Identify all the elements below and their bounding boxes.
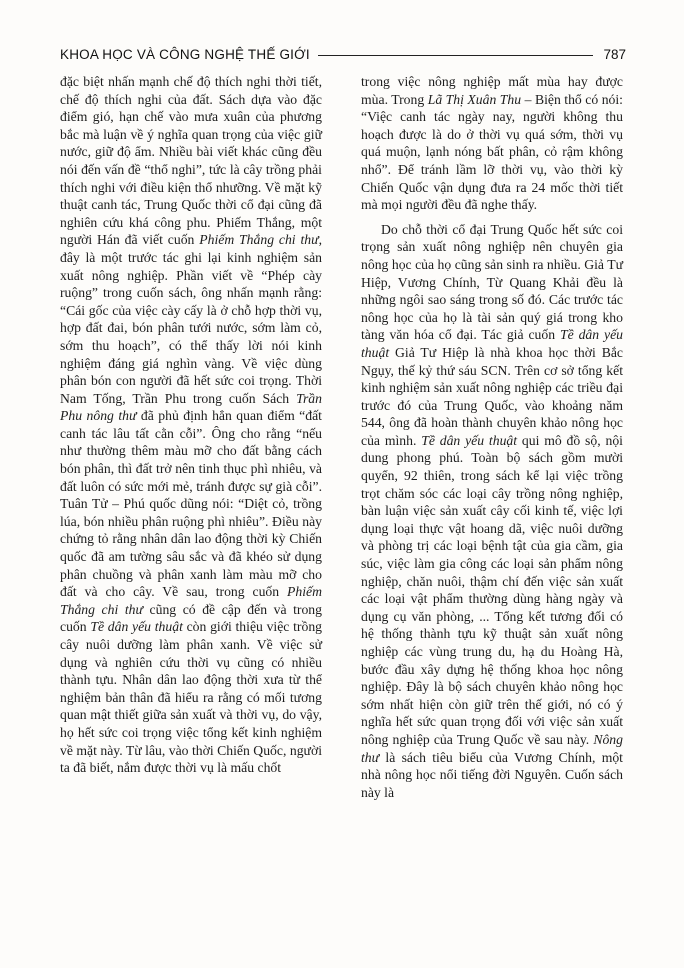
text-run: qui mô đồ sộ, nội dung phong phú. Toàn bộ sách gồm mười quyển, 92 thiên, trong sách kể lại việc trồng trọt chăm sóc các loại cây trồng nông nghiệp, bàn luận việc sản xuất cây cối kinh tế, việc lợi dụng loại thực vật hoang dã, việc nuôi dưỡng và phòng trị các loại bệnh tật của gia cầm, gia súc, việc làm gia công các loại sản phẩm nông nghiệp, chăn nuôi, thậm chí đến việc sản xuất các loại vật phẩm thường dùng hàng ngày và dụng cụ văn phòng, ... Tổng kết tương đối có hệ thống thành tựu kỹ thuật sản xuất nông nghiệp các vùng trung du, hạ du Hoàng Hà, bước đầu xây dựng hệ thống khoa học nông nghiệp. Đây là bộ sách chuyên khảo nông học sớm nhất hiện còn giữ trên thế giới, nó có ý nghĩa hết sức quan trọng đối với việc sản xuất nông nghiệp của Trung Quốc về sau này. (361, 432, 623, 747)
text-run: – Biện thổ có nói: “Việc canh tác ngày nay, người không thu hoạch được là do ở thời vụ quá sớm, thời vụ quá muộn, lạnh nóng bất phân, cỏ rậm không nhổ”. Để tránh lầm lỡ thời vụ, vào thời kỳ Chiến Quốc vận dụng đưa ra 24 mốc thời tiết mà mọi người đều đã nghe thấy. (361, 91, 623, 213)
body-paragraph (361, 73, 623, 214)
journal-title: KHOA HỌC VÀ CÔNG NGHỆ THẾ GIỚI (60, 46, 310, 62)
text-run: trong việc nông nghiệp mất mùa hay được mùa. Trong (361, 74, 623, 107)
right-column (361, 73, 623, 801)
left-column (60, 73, 322, 777)
text-run: là sách tiêu biểu của Vương Chính, một nhà nông học nổi tiếng đời Nguyên. Cuốn sách này là (361, 749, 623, 800)
page-number: 787 (603, 46, 626, 62)
running-header (60, 44, 626, 64)
header-rule (318, 55, 594, 56)
book-title-italic: Trần Phu nông thư (60, 390, 322, 424)
text-run: còn giới thiệu việc trồng cây nuôi dưỡng làm phân xanh. Về việc sử dụng và nghiên cứu thời vụ cũng có nhiều thành tựu. Nhân dân lao động thời xưa từ thể nghiệm bản thân đã hiểu ra rằng có mối tương quan mật thiết giữa sản xuất và thời vụ, do vậy, họ hết sức coi trọng việc tổng kết kinh nghiệm về mặt này. Từ lâu, vào thời Chiến Quốc, người ta đã biết, nắm được thời vụ là mấu chốt (60, 619, 323, 776)
book-title-italic: Tề dân yếu thuật (361, 327, 624, 360)
book-title-italic: Tề dân yếu thuật (421, 432, 518, 448)
book-title-italic: Lã Thị Xuân Thu (427, 91, 522, 107)
body-paragraph (60, 73, 322, 777)
book-title-italic: Phiếm Thắng chi thư (60, 584, 322, 617)
text-run: đặc biệt nhấn mạnh chế độ thích nghi thời tiết, chế độ thích nghi của đất. Sách dựa vào đặc điểm gió, hạn chế vào mưa xuân của phương bắc mà luận về ý nghĩa quan trọng của việc giữ nước, giữ độ ẩm. Nhiều bài viết khác cũng đều nói đến vấn đề “thổ nghi”, tức là cây trồng phải thích nghi với điều kiện thổ nhưỡng. Về mặt kỹ thuật canh tác, Trung Quốc thời cổ đại cũng đã nghiên cứu khá công phu. Phiếm Thắng, một người Hán đã viết cuốn (60, 74, 322, 248)
text-run: Do chỗ thời cổ đại Trung Quốc hết sức coi trọng sản xuất nông nghiệp nên chuyên gia nông học của họ cũng sản sinh ra nhiều. Giả Tư Hiệp, Vương Chính, Từ Quang Khải đều là những ngôi sao sáng trong số đó. Các trước tác nông học của họ là tài sản quý giá trong kho tàng văn hóa cổ đại. Tác giả cuốn (361, 221, 623, 343)
text-run: , đây là một trước tác ghi lại kinh nghiệm sản xuất nông nghiệp. Phần viết về “Phép cày ruộng” trong cuốn sách, ông nhấn mạnh rằng: “Cái gốc của việc cày cấy là ở chỗ hợp thời vụ, hợp đất đai, bón phân tưới nước, sớm làm cỏ, sớm thu hoạch”, có thể thấy lời nói kinh nghiệm đáng giá nghìn vàng. Về việc dùng phân bón con người đã hết sức coi trọng. Thời Nam Tống, Trần Phu trong cuốn Sách (60, 232, 322, 406)
text-run: cũng có đề cập đến và trong cuốn (60, 601, 322, 635)
book-title-italic: Tề dân yếu thuật (90, 619, 183, 635)
text-run: Giả Tư Hiệp là nhà khoa học thời Bắc Ngụy, thế kỷ thứ sáu SCN. Trên cơ sở tổng kết kinh nghiệm sản xuất nông nghiệp các triều đại trước đó của Trung Quốc, vào khoảng năm 544, ông đã hoàn thành chuyên khảo nông học của mình. (361, 344, 623, 448)
body-paragraph (361, 221, 623, 802)
book-title-italic: Nông thư (361, 731, 623, 765)
book-title-italic: Phiếm Thắng chi thư (199, 232, 319, 248)
text-run: đã phủ định hẳn quan điểm “đất canh tác lâu tất cằn cỗi”. Ông cho rằng “nếu như thường thêm màu mỡ cho đất bằng cách bón phân, thì đất trở nên tinh thục phì nhiêu, và đất luôn có sức mới mẻ, tránh được sự già cỗi”. Tuân Tử – Phú quốc dũng nói: “Diệt cỏ, trồng lúa, bón nhiều phân ruộng phì nhiêu”. Điều này chứng tỏ rằng nhân dân lao động thời kỳ Chiến quốc đã am tường sâu sắc và đã khéo sử dụng phân chuồng và phân xanh làm màu mỡ cho đất và cho cây. Về sau, trong cuốn (60, 408, 322, 600)
